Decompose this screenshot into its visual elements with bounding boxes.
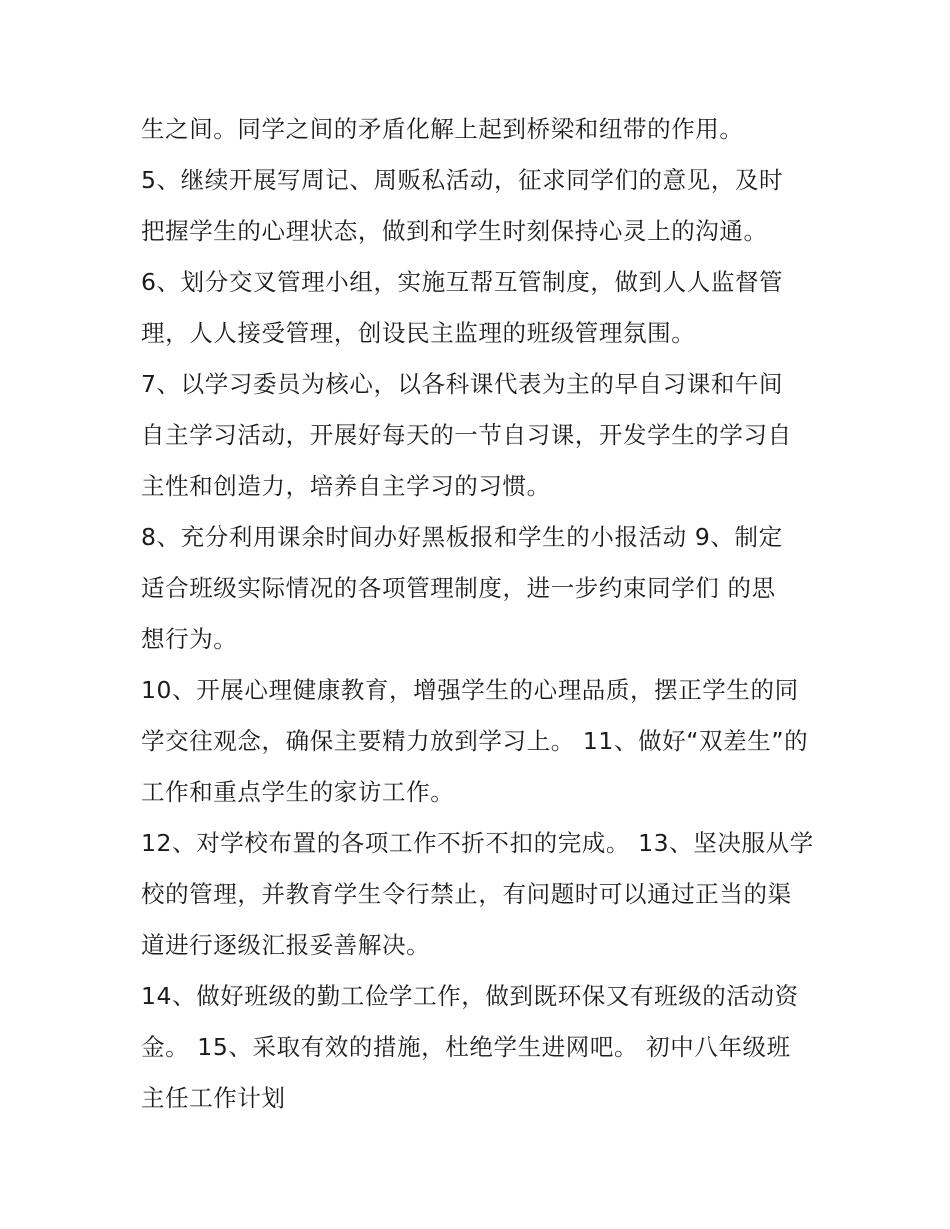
text-line: 主任工作计划 [141,1084,286,1112]
text-line: 校的管理，并教育学生令行禁止，有问题时可以通过正当的渠 [141,880,792,908]
text-line: 生之间。同学之间的矛盾化解上起到桥梁和纽带的作用。 [141,115,744,143]
text-line: 道进行逐级汇报妥善解决。 [141,931,431,959]
text-line: 5、继续开展写周记、周贩私活动，征求同学们的意见，及时 [141,166,784,194]
text-line: 6、划分交叉管理小组，实施互帮互管制度，做到人人监督管 [141,268,784,296]
text-line: 理，人人接受管理，创设民主监理的班级管理氛围。 [141,319,696,347]
text-line: 把握学生的心理状态，做到和学生时刻保持心灵上的沟通。 [141,217,768,245]
text-line: 12、对学校布置的各项工作不折不扣的完成。 13、坚决服从学 [141,829,814,857]
text-line: 学交往观念，确保主要精力放到学习上。 11、做好“双差生”的 [141,727,809,755]
text-line: 金。 15、采取有效的措施，杜绝学生进网吧。 初中八年级班 [141,1033,791,1061]
text-line: 8、充分利用课余时间办好黑板报和学生的小报活动 9、制定 [141,523,783,551]
text-line: 10、开展心理健康教育，增强学生的心理品质，摆正学生的同 [141,676,799,704]
text-line: 适合班级实际情况的各项管理制度，进一步约束同学们 的思 [141,574,776,602]
text-line: 工作和重点学生的家访工作。 [141,778,455,806]
text-line: 想行为。 [141,625,238,653]
text-line: 主性和创造力，培养自主学习的习惯。 [141,472,551,500]
text-line: 自主学习活动，开展好每天的一节自习课，开发学生的学习自 [141,421,792,449]
text-line: 14、做好班级的勤工俭学工作，做到既环保又有班级的活动资 [141,982,799,1010]
text-line: 7、以学习委员为核心，以各科课代表为主的早自习课和午间 [141,370,784,398]
document-body [141,104,821,1124]
